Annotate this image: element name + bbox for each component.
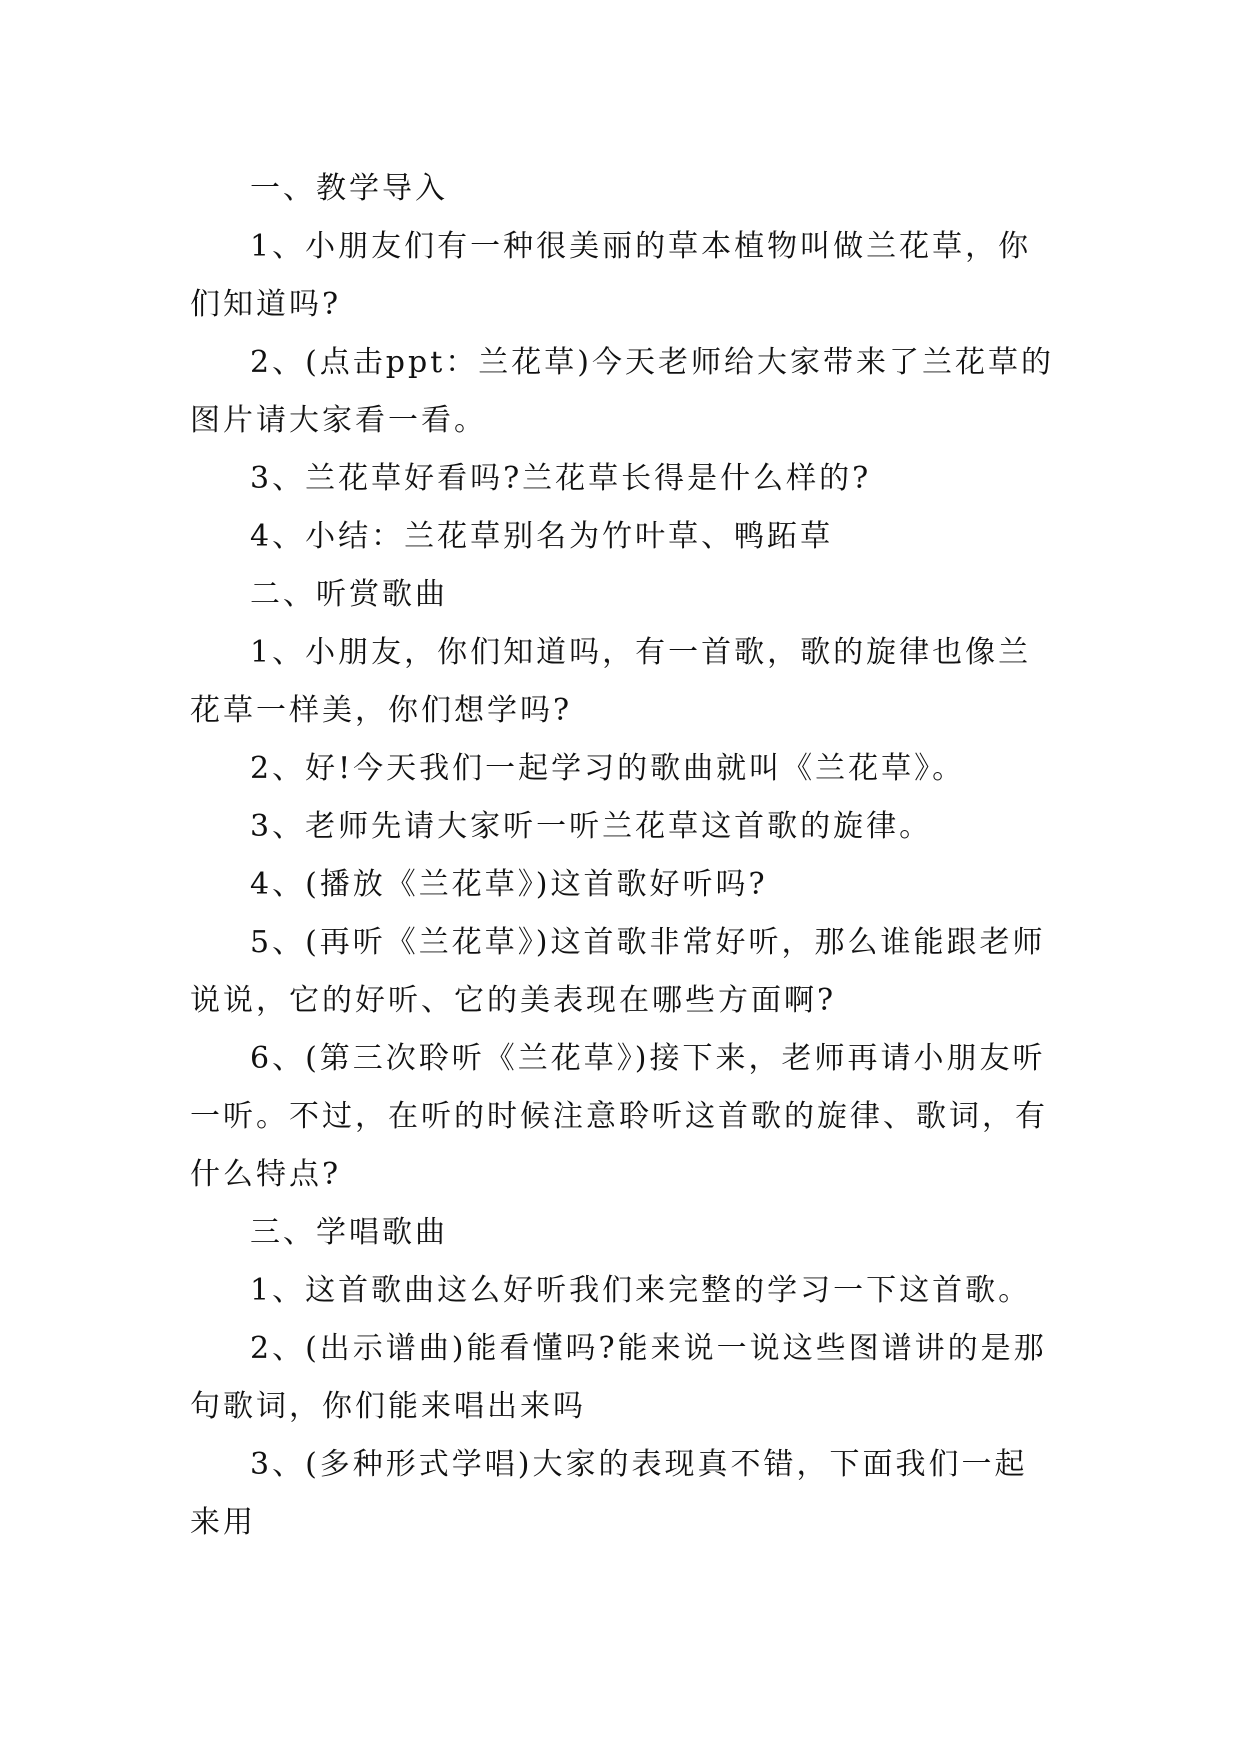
paragraph: 6、(第三次聆听《兰花草》)接下来，老师再请小朋友听一听。不过，在听的时候注意聆听这首歌的旋律、歌词，有什么特点? [190,1041,1048,1192]
paragraph: 1、小朋友，你们知道吗，有一首歌，歌的旋律也像兰花草一样美，你们想学吗? [190,635,1032,728]
section-heading-learn: 三、学唱歌曲 [250,1215,448,1250]
paragraph: 3、兰花草好看吗?兰花草长得是什么样的? [250,461,872,496]
section-heading-intro: 一、教学导入 [250,171,448,206]
paragraph: 2、(出示谱曲)能看懂吗?能来说一说这些图谱讲的是那句歌词，你们能来唱出来吗 [190,1331,1047,1424]
paragraph: 5、(再听《兰花草》)这首歌非常好听，那么谁能跟老师说说，它的好听、它的美表现在哪些方面啊? [190,925,1046,1018]
document-body [190,160,1060,1552]
section-heading-listen: 二、听赏歌曲 [250,577,448,612]
paragraph: 2、(点击ppt：兰花草)今天老师给大家带来了兰花草的图片请大家看一看。 [190,345,1054,438]
paragraph: 4、(播放《兰花草》)这首歌好听吗? [250,867,768,902]
paragraph: 3、(多种形式学唱)大家的表现真不错，下面我们一起来用 [190,1447,1028,1540]
paragraph: 3、老师先请大家听一听兰花草这首歌的旋律。 [250,809,933,844]
paragraph: 2、好!今天我们一起学习的歌曲就叫《兰花草》。 [250,751,966,786]
paragraph: 4、小结：兰花草别名为竹叶草、鸭跖草 [250,519,834,554]
paragraph: 1、小朋友们有一种很美丽的草本植物叫做兰花草，你们知道吗? [190,229,1032,322]
paragraph: 1、这首歌曲这么好听我们来完整的学习一下这首歌。 [250,1273,1032,1308]
